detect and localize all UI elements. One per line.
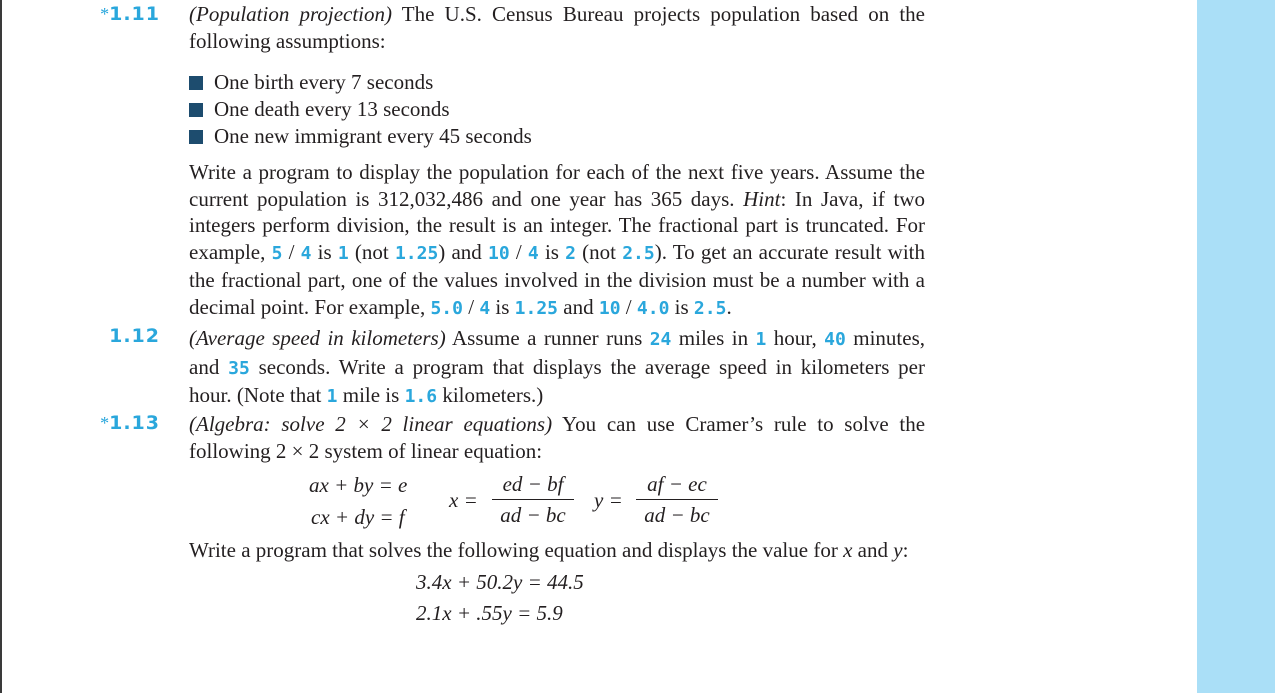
code-literal: 10: [488, 242, 510, 264]
body-text: Assume a runner runs: [445, 326, 650, 350]
list-item: [189, 123, 532, 150]
left-page-rule: [0, 0, 2, 693]
code-literal: 5: [271, 242, 283, 264]
exercise-number-1-13: [80, 412, 160, 434]
code-literal: 40: [824, 329, 846, 350]
equation-line-1: ax + by = e: [309, 473, 408, 497]
system-equation-1: 3.4x + 50.2y = 44.5: [416, 570, 584, 594]
x-denominator: ad − bc: [500, 503, 566, 527]
body-text: is: [490, 294, 515, 319]
system-equation-2: 2.1x + .55y = 5.9: [416, 601, 563, 625]
exercise-title: (Average speed in kilometers): [189, 326, 446, 350]
exercise-number-label: 1.12: [109, 325, 160, 347]
body-text: Write a program that solves the following equation and displays the value for: [189, 538, 844, 562]
exercise-number-1-11: [80, 3, 160, 25]
body-text: :: [902, 538, 909, 562]
exercise-1-11-body: [189, 159, 925, 322]
square-bullet-icon: [189, 103, 203, 117]
body-text: : In Java, if two integers perform division, the result is an integer. The fractional part is truncated. For example,: [189, 186, 925, 264]
body-text: and: [558, 294, 599, 319]
y-denominator: ad − bc: [644, 503, 710, 527]
body-text: (not: [575, 239, 623, 264]
y-fraction: [636, 472, 718, 528]
starred-marker: *: [100, 413, 110, 433]
code-literal: 1.25: [394, 242, 439, 264]
x-equals-label: x =: [449, 488, 478, 512]
x-numerator: ed − bf: [492, 472, 574, 500]
list-item-text: One new immigrant every 45 seconds: [214, 124, 532, 148]
right-side-panel: [1197, 0, 1275, 693]
code-literal: 1: [337, 242, 349, 264]
code-literal: 4: [527, 242, 539, 264]
code-literal: 35: [228, 357, 250, 379]
variable-x: x: [843, 538, 853, 562]
body-text: /: [509, 239, 528, 264]
body-text: minutes, and: [189, 326, 926, 379]
code-literal: 2.5: [693, 297, 727, 319]
exercise-number-1-12: [80, 325, 160, 347]
body-text: is: [538, 239, 566, 264]
code-literal: 2.5: [622, 242, 655, 264]
body-text: /: [462, 294, 480, 319]
list-item: [189, 96, 532, 123]
body-text: is: [311, 239, 338, 264]
body-text: .: [726, 294, 732, 319]
exercise-intro-text: The U.S. Census Bureau projects population based on the following assumptions:: [189, 2, 925, 53]
list-item-text: One birth every 7 seconds: [214, 70, 434, 94]
body-text: hour,: [766, 326, 825, 350]
body-text: is: [669, 294, 694, 319]
x-fraction: [492, 472, 574, 528]
code-literal: 2: [565, 242, 576, 264]
code-literal: 24: [649, 329, 672, 350]
code-literal: 1: [326, 386, 338, 407]
y-numerator: af − ec: [636, 472, 718, 500]
exercise-1-13-instruction: [189, 537, 949, 564]
code-literal: 4.0: [636, 297, 670, 319]
exercise-number-label: 1.11: [109, 3, 160, 25]
body-text: seconds. Write a program that displays the average speed in kilometers per hour. (Note that: [189, 354, 925, 407]
hint-label: Hint: [743, 186, 781, 211]
code-literal: 5.0: [430, 297, 463, 319]
body-text: ) and: [438, 239, 488, 264]
body-text: (not: [348, 239, 395, 264]
exercise-title: (Algebra: solve 2 × 2 linear equations): [189, 412, 553, 436]
code-literal: 4: [300, 242, 312, 264]
body-text: and: [852, 538, 894, 562]
exercise-number-label: 1.13: [109, 412, 160, 434]
list-item-text: One death every 13 seconds: [214, 97, 450, 121]
body-text: miles in: [671, 326, 756, 350]
body-text: ). To get an accurate result with the fractional part, one of the values involved in the division must be a number with a decimal point. For example,: [189, 239, 925, 319]
starred-marker: *: [100, 4, 110, 24]
body-text: Write a program to display the population for each of the next five years. Assume the current population is 312,032,486 and one year has 365 days.: [189, 160, 925, 211]
code-literal: 4: [479, 297, 491, 319]
exercise-intro-text: You can use Cramer’s rule to solve the following 2 × 2 system of linear equation:: [189, 412, 926, 463]
body-text: kilometers.): [437, 383, 544, 407]
exercise-1-13-intro: [189, 411, 925, 464]
exercise-1-12-body: [189, 325, 925, 411]
code-literal: 1.6: [404, 386, 438, 407]
y-equals-label: y =: [594, 488, 623, 512]
variable-y: y: [893, 538, 903, 562]
list-item: [189, 69, 532, 96]
code-literal: 1.25: [514, 297, 559, 319]
code-literal: 1: [755, 329, 767, 350]
exercise-1-11-intro: [189, 1, 925, 54]
square-bullet-icon: [189, 76, 203, 90]
body-text: /: [620, 294, 637, 319]
exercise-title: (Population projection): [189, 2, 392, 26]
equation-line-2: cx + dy = f: [311, 505, 405, 529]
body-text: mile is: [337, 383, 405, 407]
assumption-list: [189, 69, 532, 150]
square-bullet-icon: [189, 130, 203, 144]
body-text: /: [282, 239, 301, 264]
code-literal: 10: [598, 297, 621, 319]
